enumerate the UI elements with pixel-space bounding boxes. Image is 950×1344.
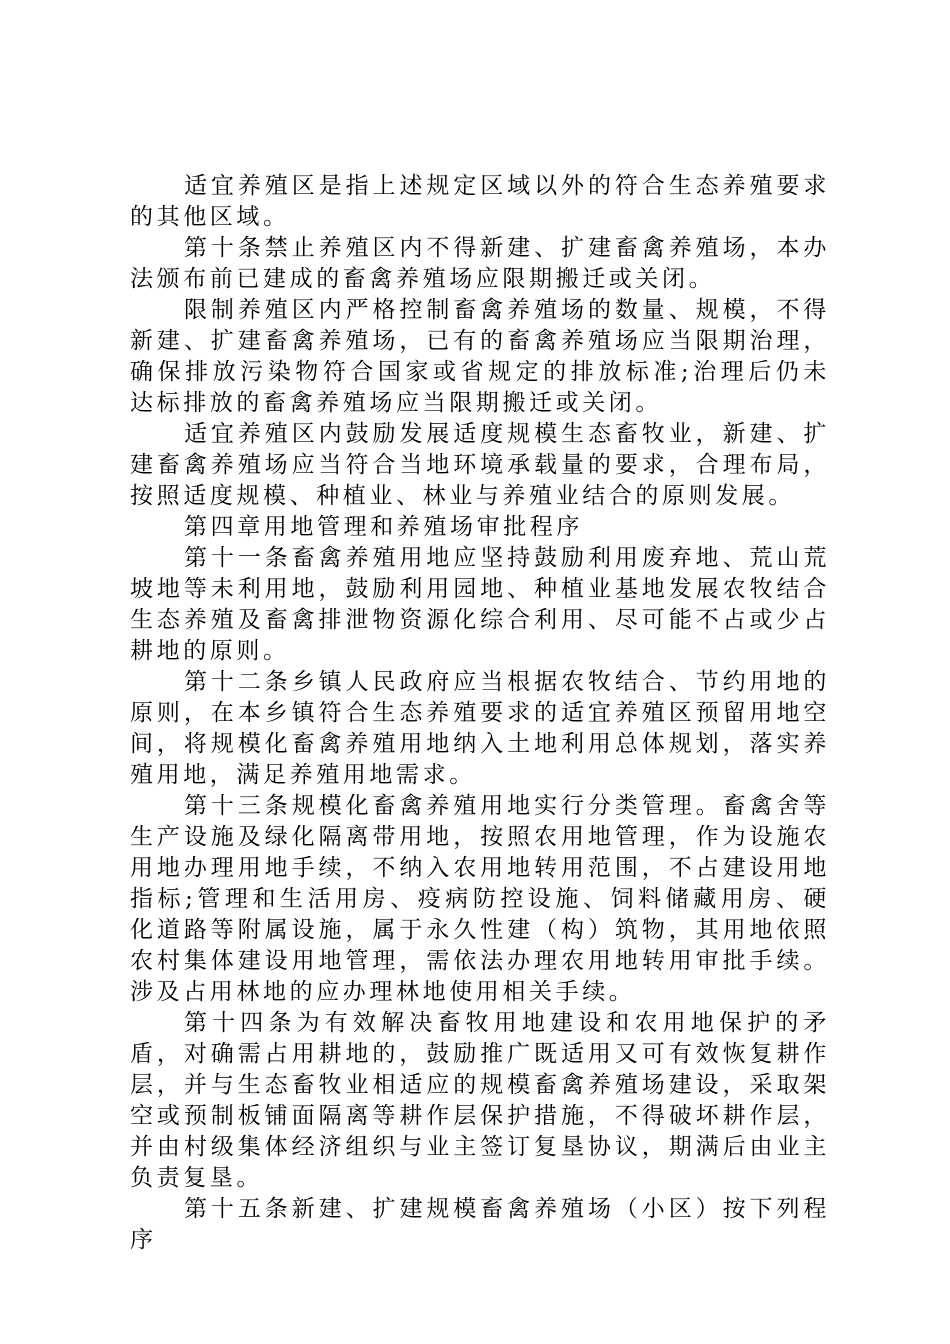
paragraph: 第十三条规模化畜禽养殖用地实行分类管理。畜禽舍等生产设施及绿化隔离带用地，按照农用地管理，作为设施农用地办理用地手续，不纳入农用地转用范围，不占建设用地指标;管理和生活用房、疫病防控设施、饲料储藏用房、硬化道路等附属设施，属于永久性建（构）筑物，其用地依照农村集体建设用地管理，需依法办理农用地转用审批手续。涉及占用林地的应办理林地使用相关手续。 <box>130 793 830 1005</box>
paragraph: 适宜养殖区是指上述规定区域以外的符合生态养殖要求的其他区域。 <box>130 173 830 230</box>
paragraph: 适宜养殖区内鼓励发展适度规模生态畜牧业，新建、扩建畜禽养殖场应当符合当地环境承载量的要求，合理布局，按照适度规模、种植业、林业与养殖业结合的原则发展。 <box>130 421 830 509</box>
paragraph: 第十二条乡镇人民政府应当根据农牧结合、节约用地的原则，在本乡镇符合生态养殖要求的适宜养殖区预留用地空间，将规模化畜禽养殖用地纳入土地利用总体规划，落实养殖用地，满足养殖用地需求。 <box>130 669 830 788</box>
paragraph: 第十条禁止养殖区内不得新建、扩建畜禽养殖场，本办法颁布前已建成的畜禽养殖场应限期搬迁或关闭。 <box>130 235 830 292</box>
paragraph: 第十五条新建、扩建规模畜禽养殖场（小区）按下列程序 <box>130 1196 830 1253</box>
paragraph: 第十一条畜禽养殖用地应坚持鼓励利用废弃地、荒山荒坡地等未利用地，鼓励利用园地、种植业基地发展农牧结合生态养殖及畜禽排泄物资源化综合利用、尽可能不占或少占耕地的原则。 <box>130 545 830 664</box>
paragraph: 限制养殖区内严格控制畜禽养殖场的数量、规模，不得新建、扩建畜禽养殖场，已有的畜禽养殖场应当限期治理，确保排放污染物符合国家或省规定的排放标准;治理后仍未达标排放的畜禽养殖场应当限期搬迁或关闭。 <box>130 297 830 416</box>
chapter-heading: 第四章用地管理和养殖场审批程序 <box>184 514 583 540</box>
paragraph: 第十四条为有效解决畜牧用地建设和农用地保护的矛盾，对确需占用耕地的，鼓励推广既适用又可有效恢复耕作层，并与生态畜牧业相适应的规模畜禽养殖场建设，采取架空或预制板铺面隔离等耕作层保护措施，不得破坏耕作层，并由村级集体经济组织与业主签订复垦协议，期满后由业主负责复垦。 <box>130 1010 830 1191</box>
